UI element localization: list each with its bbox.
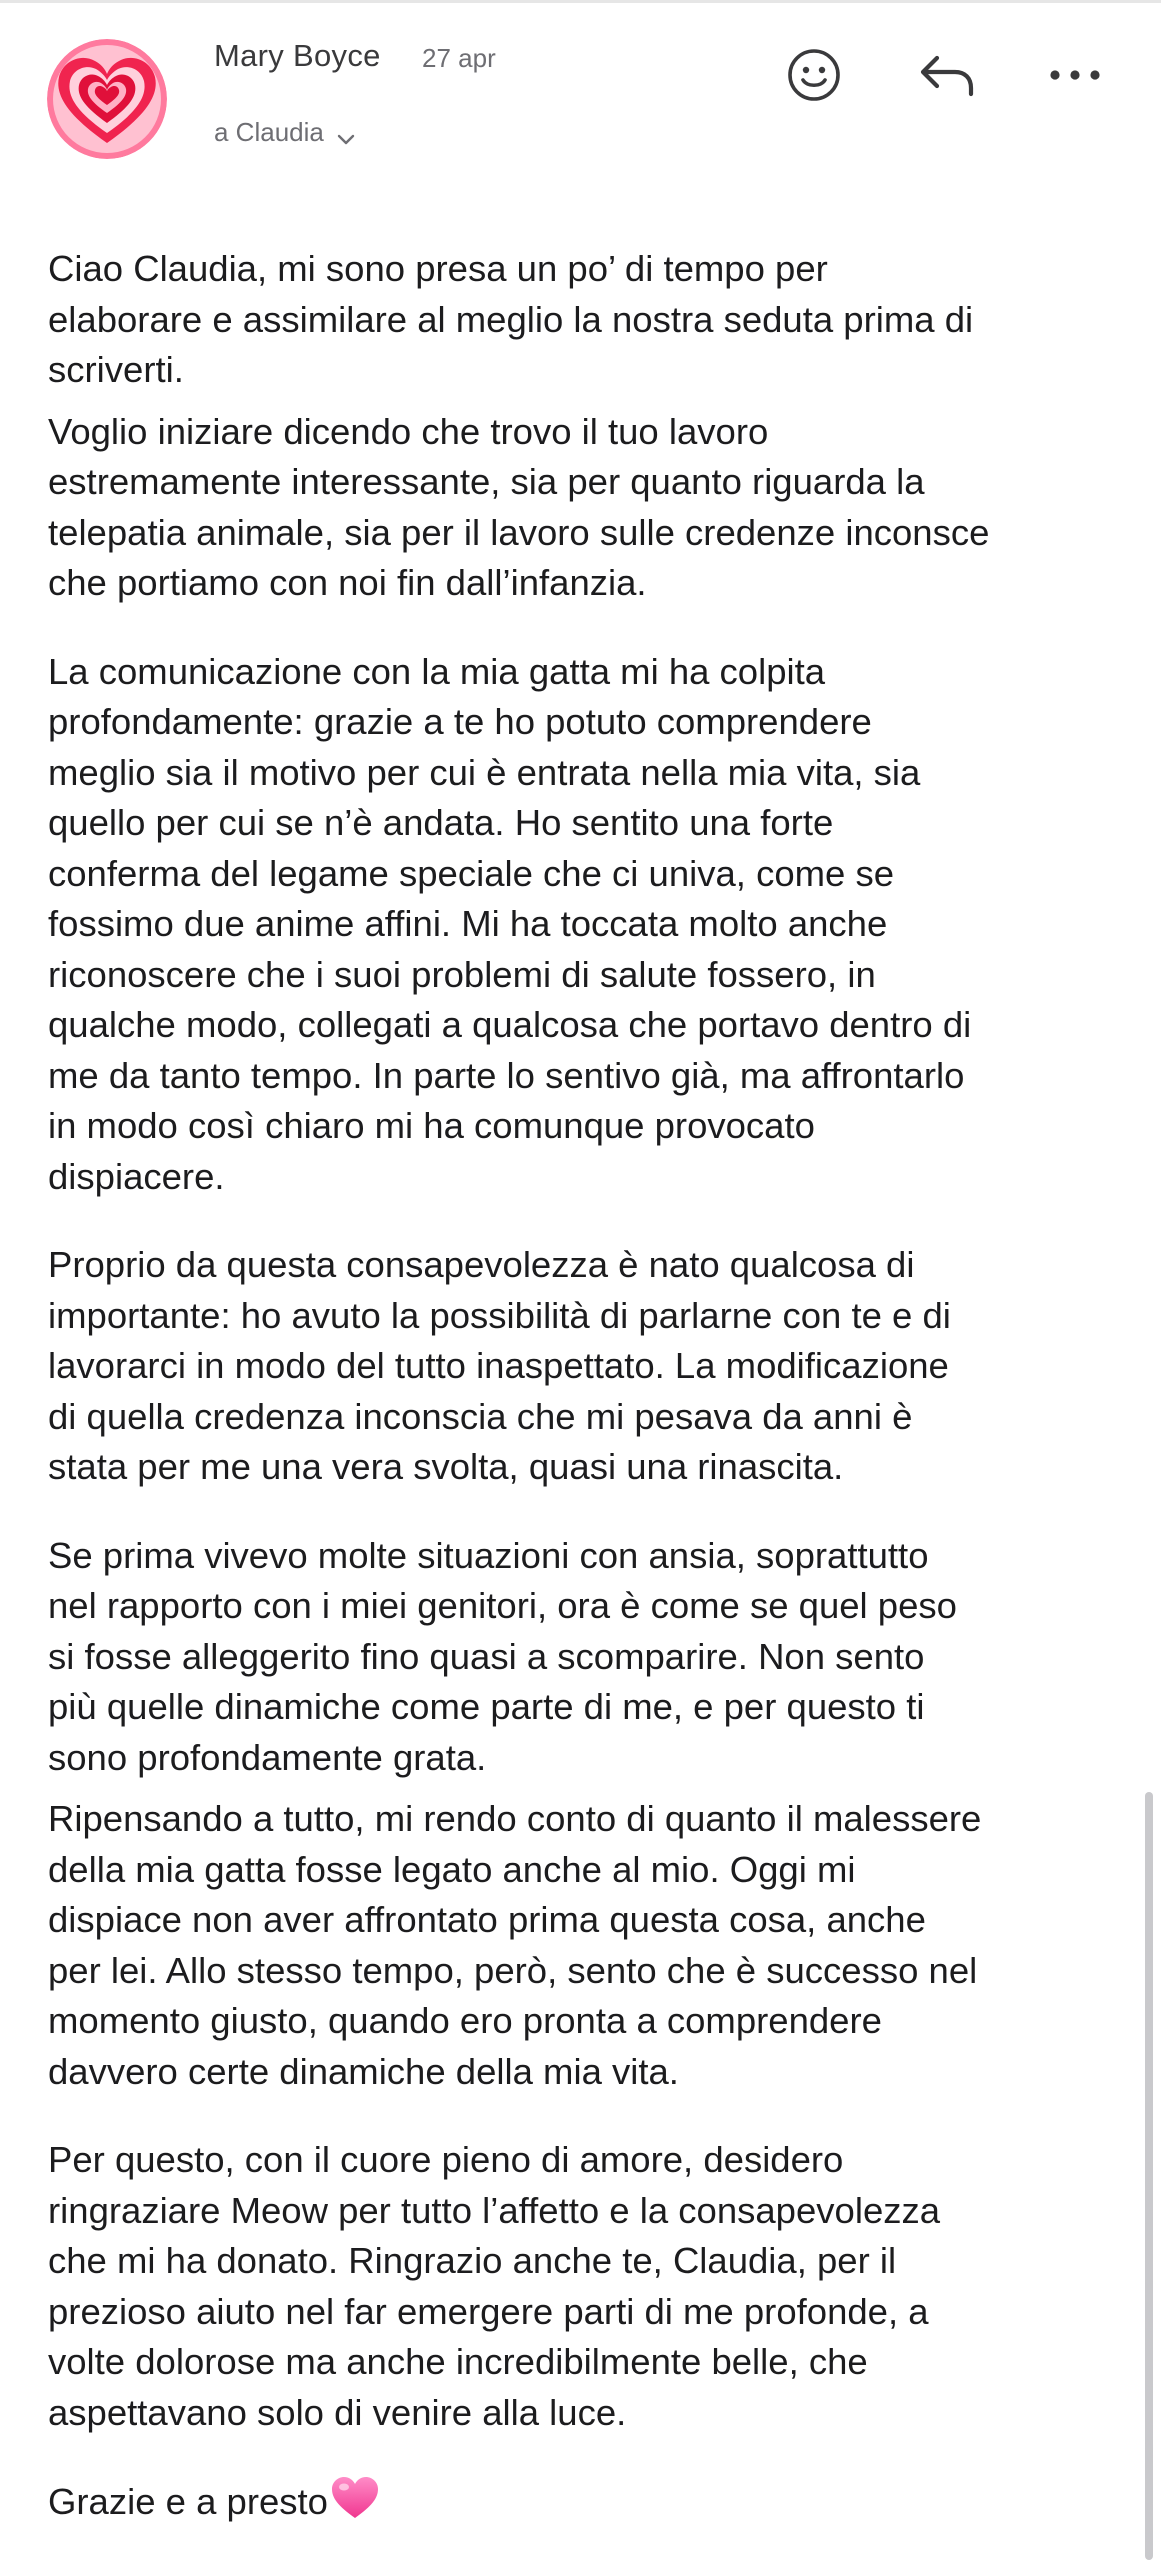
message-paragraph: Ripensando a tutto, mi rendo conto di quanto il malessere della mia gatta fosse legato anche al mio. Oggi mi dispiace non aver affrontato prima questa cosa, anche per lei. Allo stesso tempo, però, sento che è successo nel momento giusto, quando ero pronta a comprendere davvero certe dinamiche della mia vita.	[48, 1798, 982, 2092]
heart-avatar-icon	[47, 39, 167, 159]
message-paragraph: La comunicazione con la mia gatta mi ha colpita profondamente: grazie a te ho potuto comprendere meglio sia il motivo per cui è entrata nella mia vita, sia quello per cui se n’è andata. Ho sentito una forte conferma del legame speciale che ci univa, come se fossimo due anime affini. Mi ha toccata molto anche riconoscere che i suoi problemi di salute fossero, in qualche modo, collegati a qualcosa che portavo dentro di me da tanto tempo. In parte lo sentivo già, ma affrontarlo in modo così chiaro mi ha comunque provocato dispiacere.	[48, 650, 972, 1197]
scrollbar[interactable]	[1145, 1792, 1153, 2560]
message-paragraph: Ciao Claudia, mi sono presa un po’ di tempo per elaborare e assimilare al meglio la nostra seduta prima di scriverti.	[48, 248, 974, 390]
sender-name[interactable]: Mary Boyce	[214, 38, 381, 73]
message-closing	[48, 2476, 1133, 2534]
message-paragraph: Se prima vivevo molte situazioni con ansia, soprattutto nel rapporto con i miei genitori, ora è come se quel peso si fosse alleggerito fino quasi a scomparire. Non sento più quelle dinamiche come parte di me, e per questo ti sono profondamente grata.	[48, 1534, 957, 1778]
add-reaction-button[interactable]	[779, 40, 849, 110]
chevron-down-icon	[336, 123, 356, 154]
recipient-label: a Claudia	[214, 117, 324, 147]
emoji-reaction-icon	[786, 47, 842, 103]
reply-icon	[917, 50, 977, 100]
reply-button[interactable]	[912, 40, 982, 110]
recipient-toggle[interactable]	[214, 111, 356, 154]
top-divider	[0, 0, 1161, 3]
closing-text: Grazie e a presto	[48, 2481, 328, 2522]
pink-heart-emoji-icon	[330, 2476, 380, 2534]
message-paragraph: Voglio iniziare dicendo che trovo il tuo lavoro estremamente interessante, sia per quanto riguarda la telepatia animale, sia per il lavoro sulle credenze inconsce che portiamo con noi fin dall’infanzia.	[48, 410, 990, 603]
message-date: 27 apr	[422, 43, 496, 73]
more-options-button[interactable]	[1040, 40, 1110, 110]
more-options-icon	[1047, 68, 1103, 82]
message-paragraph: Proprio da questa consapevolezza è nato qualcosa di importante: ho avuto la possibilità di parlarne con te e di lavorarci in modo del tutto inaspettato. La modificazione di quella credenza inconscia che mi pesava da anni è stata per me una vera svolta, quasi una rinascita.	[48, 1244, 951, 1487]
sender-avatar[interactable]	[47, 39, 167, 159]
message-paragraph: Per questo, con il cuore pieno di amore, desidero ringraziare Meow per tutto l’affetto e la consapevolezza che mi ha donato. Ringrazio anche te, Claudia, per il prezioso aiuto nel far emergere parti di me profonde, a volte dolorose ma anche incredibilmente belle, che aspettavano solo di venire alla luce.	[48, 2139, 941, 2433]
message-body	[48, 244, 1133, 2534]
